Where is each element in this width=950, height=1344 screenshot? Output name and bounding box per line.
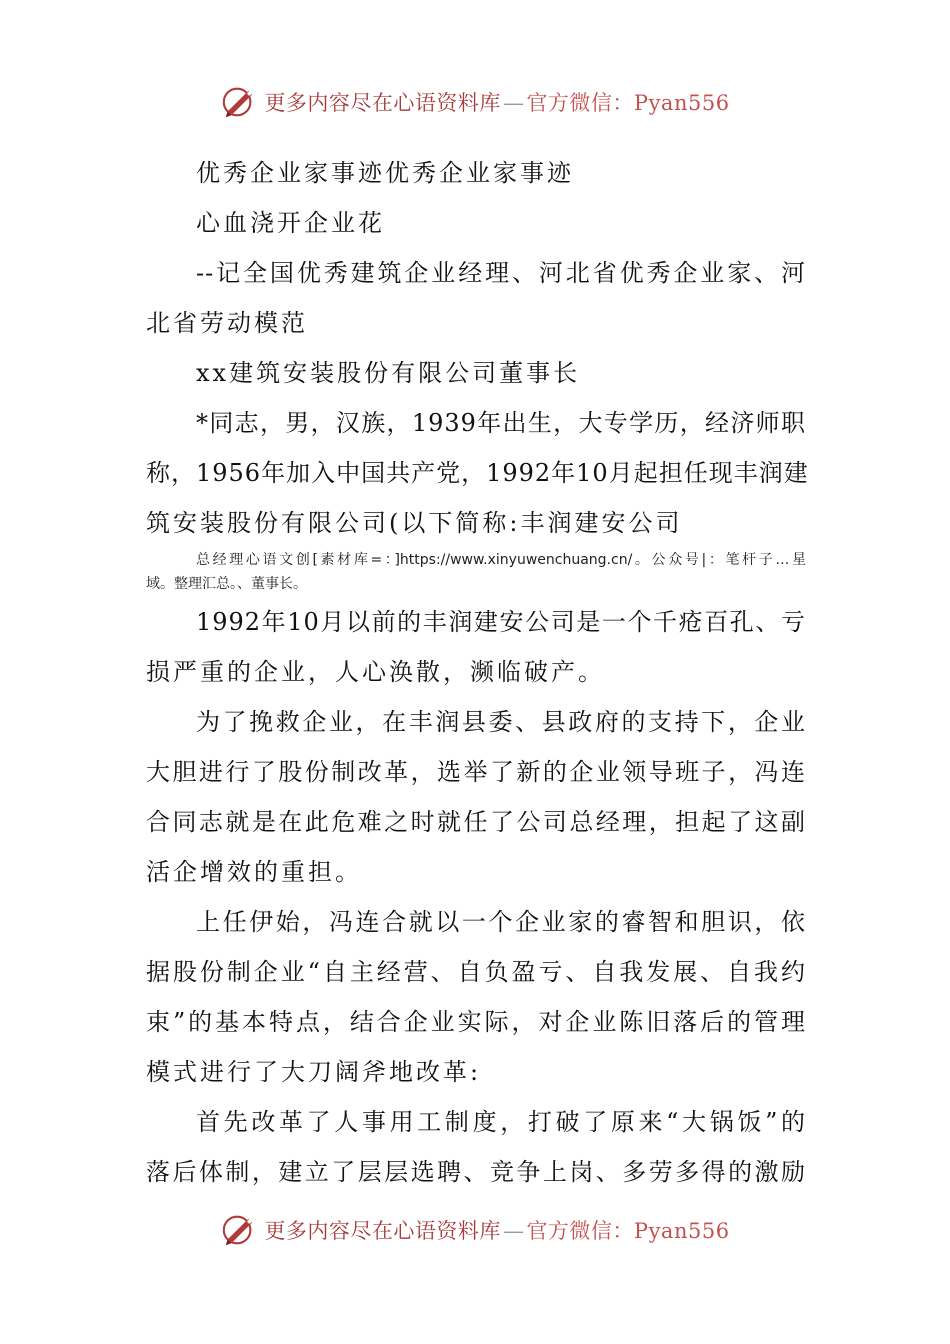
header-wechat: 官方微信：Pyan556 bbox=[526, 91, 730, 115]
footer-banner bbox=[0, 1208, 950, 1252]
doc-title: 优秀企业家事迹优秀企业家事迹 bbox=[196, 159, 574, 187]
doc-subtitle: 心血浇开企业花 bbox=[196, 209, 385, 237]
doc-line: 据股份制企业“自主经营、自负盈亏、自我发展、自我约 bbox=[146, 958, 806, 986]
doc-line: --记全国优秀建筑企业经理、河北省优秀企业家、河 bbox=[196, 259, 806, 287]
doc-line: *同志，男，汉族，1939年出生，大专学历，经济师职 bbox=[196, 409, 806, 437]
doc-line: 束”的基本特点，结合企业实际，对企业陈旧落后的管理 bbox=[146, 1008, 806, 1036]
footer-slogan: 更多内容尽在心语资料库 bbox=[264, 1219, 501, 1243]
doc-line: 首先改革了人事用工制度，打破了原来“大锅饭”的 bbox=[196, 1108, 806, 1136]
doc-line: 活企增效的重担。 bbox=[146, 858, 362, 886]
header-banner-text bbox=[264, 87, 729, 117]
doc-line: 落后体制，建立了层层选聘、竞争上岗、多劳多得的激励 bbox=[146, 1158, 806, 1186]
doc-line: 损严重的企业，人心涣散，濒临破产。 bbox=[146, 658, 605, 686]
doc-line: 为了挽救企业，在丰润县委、县政府的支持下，企业 bbox=[196, 708, 806, 736]
document-body bbox=[146, 148, 809, 1197]
doc-line: 筑安装股份有限公司(以下简称:丰润建安公司 bbox=[146, 509, 683, 537]
header-dash: — bbox=[502, 91, 525, 115]
doc-line: xx建筑安装股份有限公司董事长 bbox=[196, 359, 581, 387]
source-note-line: 总经理心语文创[素材库=：]https://www.xinyuwenchuang.cn/。公众号|：笔杆子…星 bbox=[196, 552, 806, 568]
doc-line: 合同志就是在此危难之时就任了公司总经理，担起了这副 bbox=[146, 808, 806, 836]
footer-wechat: 官方微信：Pyan556 bbox=[526, 1219, 730, 1243]
source-note-line: 域。整理汇总。、董事长。 bbox=[146, 576, 307, 592]
footer-banner-text bbox=[264, 1215, 729, 1245]
doc-line: 称，1956年加入中国共产党，1992年10月起担任现丰润建 bbox=[146, 459, 809, 487]
doc-line: 大胆进行了股份制改革，选举了新的企业领导班子，冯连 bbox=[146, 758, 806, 786]
footer-dash: — bbox=[502, 1219, 525, 1243]
doc-line: 1992年10月以前的丰润建安公司是一个千疮百孔、亏 bbox=[196, 608, 806, 636]
source-note bbox=[146, 548, 806, 596]
doc-line: 上任伊始，冯连合就以一个企业家的睿智和胆识，依 bbox=[196, 908, 806, 936]
doc-line: 北省劳动模范 bbox=[146, 309, 308, 337]
header-banner bbox=[0, 80, 950, 124]
pen-logo-icon bbox=[220, 1211, 258, 1249]
header-slogan: 更多内容尽在心语资料库 bbox=[264, 91, 501, 115]
doc-line: 模式进行了大刀阔斧地改革: bbox=[146, 1058, 482, 1086]
pen-logo-icon bbox=[220, 83, 258, 121]
